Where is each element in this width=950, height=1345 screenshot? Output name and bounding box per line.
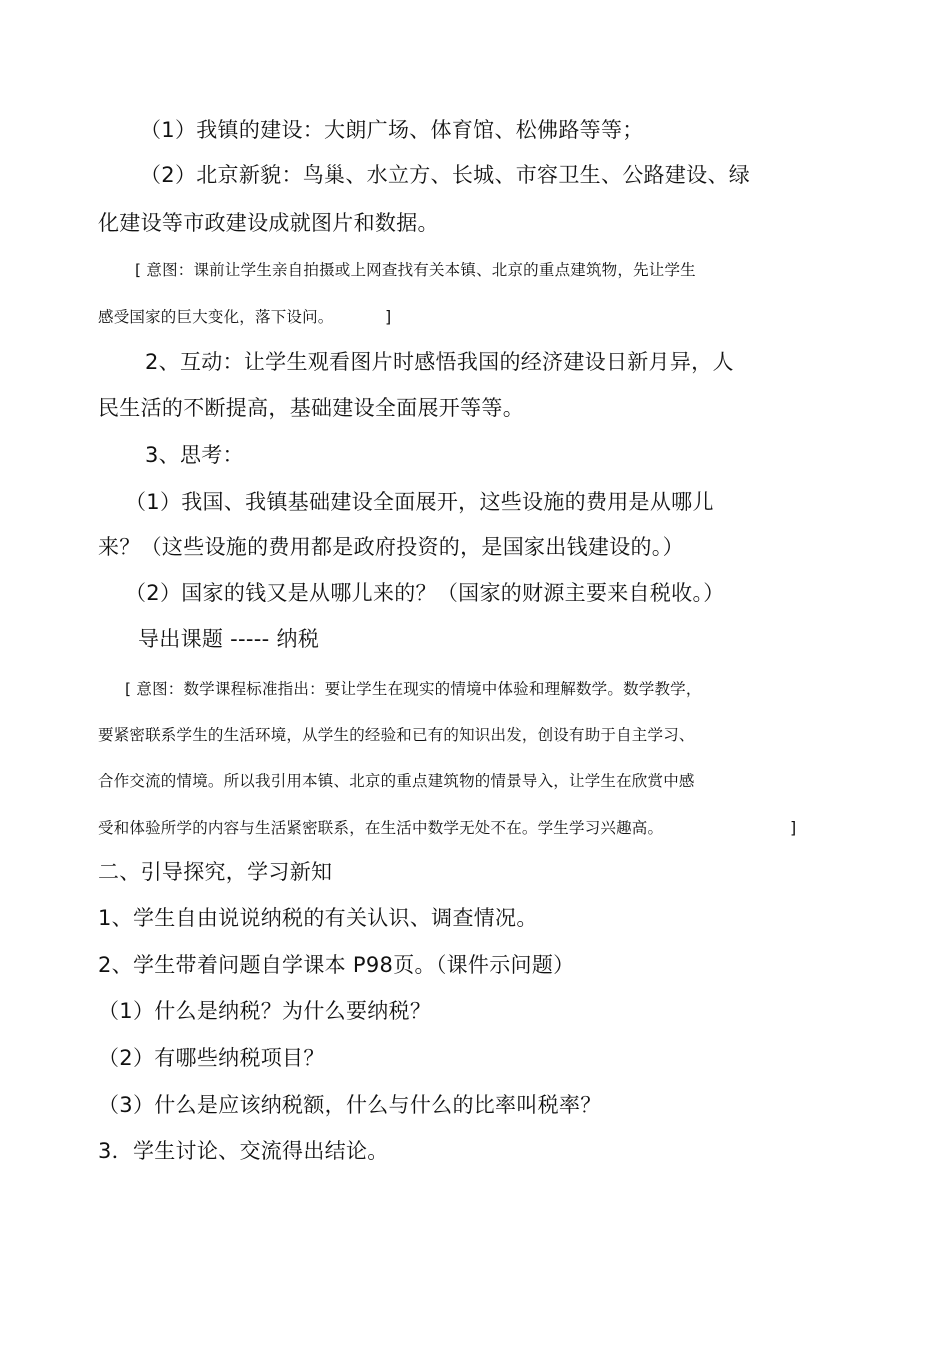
text-line: （1）什么是纳税？为什么要纳税？ (98, 999, 432, 1023)
text-line: 3、思考： (145, 443, 244, 467)
note-line: 合作交流的情境。所以我引用本镇、北京的重点建筑物的情景导入，让学生在欣赏中感 (98, 772, 695, 790)
text-line: 2、学生带着问题自学课本 P98页。（课件示问题） (98, 953, 575, 977)
text-line: （3）什么是应该纳税额，什么与什么的比率叫税率？ (98, 1093, 602, 1117)
section-heading: 二、引导探究，学习新知 (98, 860, 333, 884)
text-line: （2）北京新貌：鸟巢、水立方、长城、市容卫生、公路建设、绿 (140, 163, 751, 187)
note-line: [ 意图：课前让学生亲自拍摄或上网查找有关本镇、北京的重点建筑物，先让学生 (135, 261, 696, 279)
note-line: [ 意图：数学课程标准指出：要让学生在现实的情境中体验和理解数学。数学教学， (125, 680, 702, 698)
text-line: （1）我国、我镇基础建设全面展开，这些设施的费用是从哪儿 (125, 490, 714, 514)
text-line: 来？（这些设施的费用都是政府投资的，是国家出钱建设的。） (98, 535, 684, 559)
text-line: 2、互动：让学生观看图片时感悟我国的经济建设日新月异，人 (145, 350, 734, 374)
text-line: 导出课题 ----- 纳税 (138, 627, 320, 651)
note-line: 要紧密联系学生的生活环境，从学生的经验和已有的知识出发，创设有助于自主学习、 (98, 726, 695, 744)
note-closing-bracket: ] (385, 307, 392, 326)
text-line: 民生活的不断提高，基础建设全面展开等等。 (98, 396, 524, 420)
text-line: 1、学生自由说说纳税的有关认识、调查情况。 (98, 906, 538, 930)
text-line: 化建设等市政建设成就图片和数据。 (98, 211, 439, 235)
text-line: （2）有哪些纳税项目？ (98, 1046, 325, 1070)
text-line: 3．学生讨论、交流得出结论。 (98, 1139, 389, 1163)
note-line: 受和体验所学的内容与生活紧密联系，在生活中数学无处不在。学生学习兴趣高。 (98, 819, 664, 837)
text-line: （1）我镇的建设：大朗广场、体育馆、松佛路等等； (140, 118, 644, 142)
text-line: （2）国家的钱又是从哪儿来的？（国家的财源主要来自税收。） (125, 581, 725, 605)
note-closing-bracket: ] (790, 818, 797, 837)
note-line: 感受国家的巨大变化，落下设问。 (98, 308, 334, 326)
